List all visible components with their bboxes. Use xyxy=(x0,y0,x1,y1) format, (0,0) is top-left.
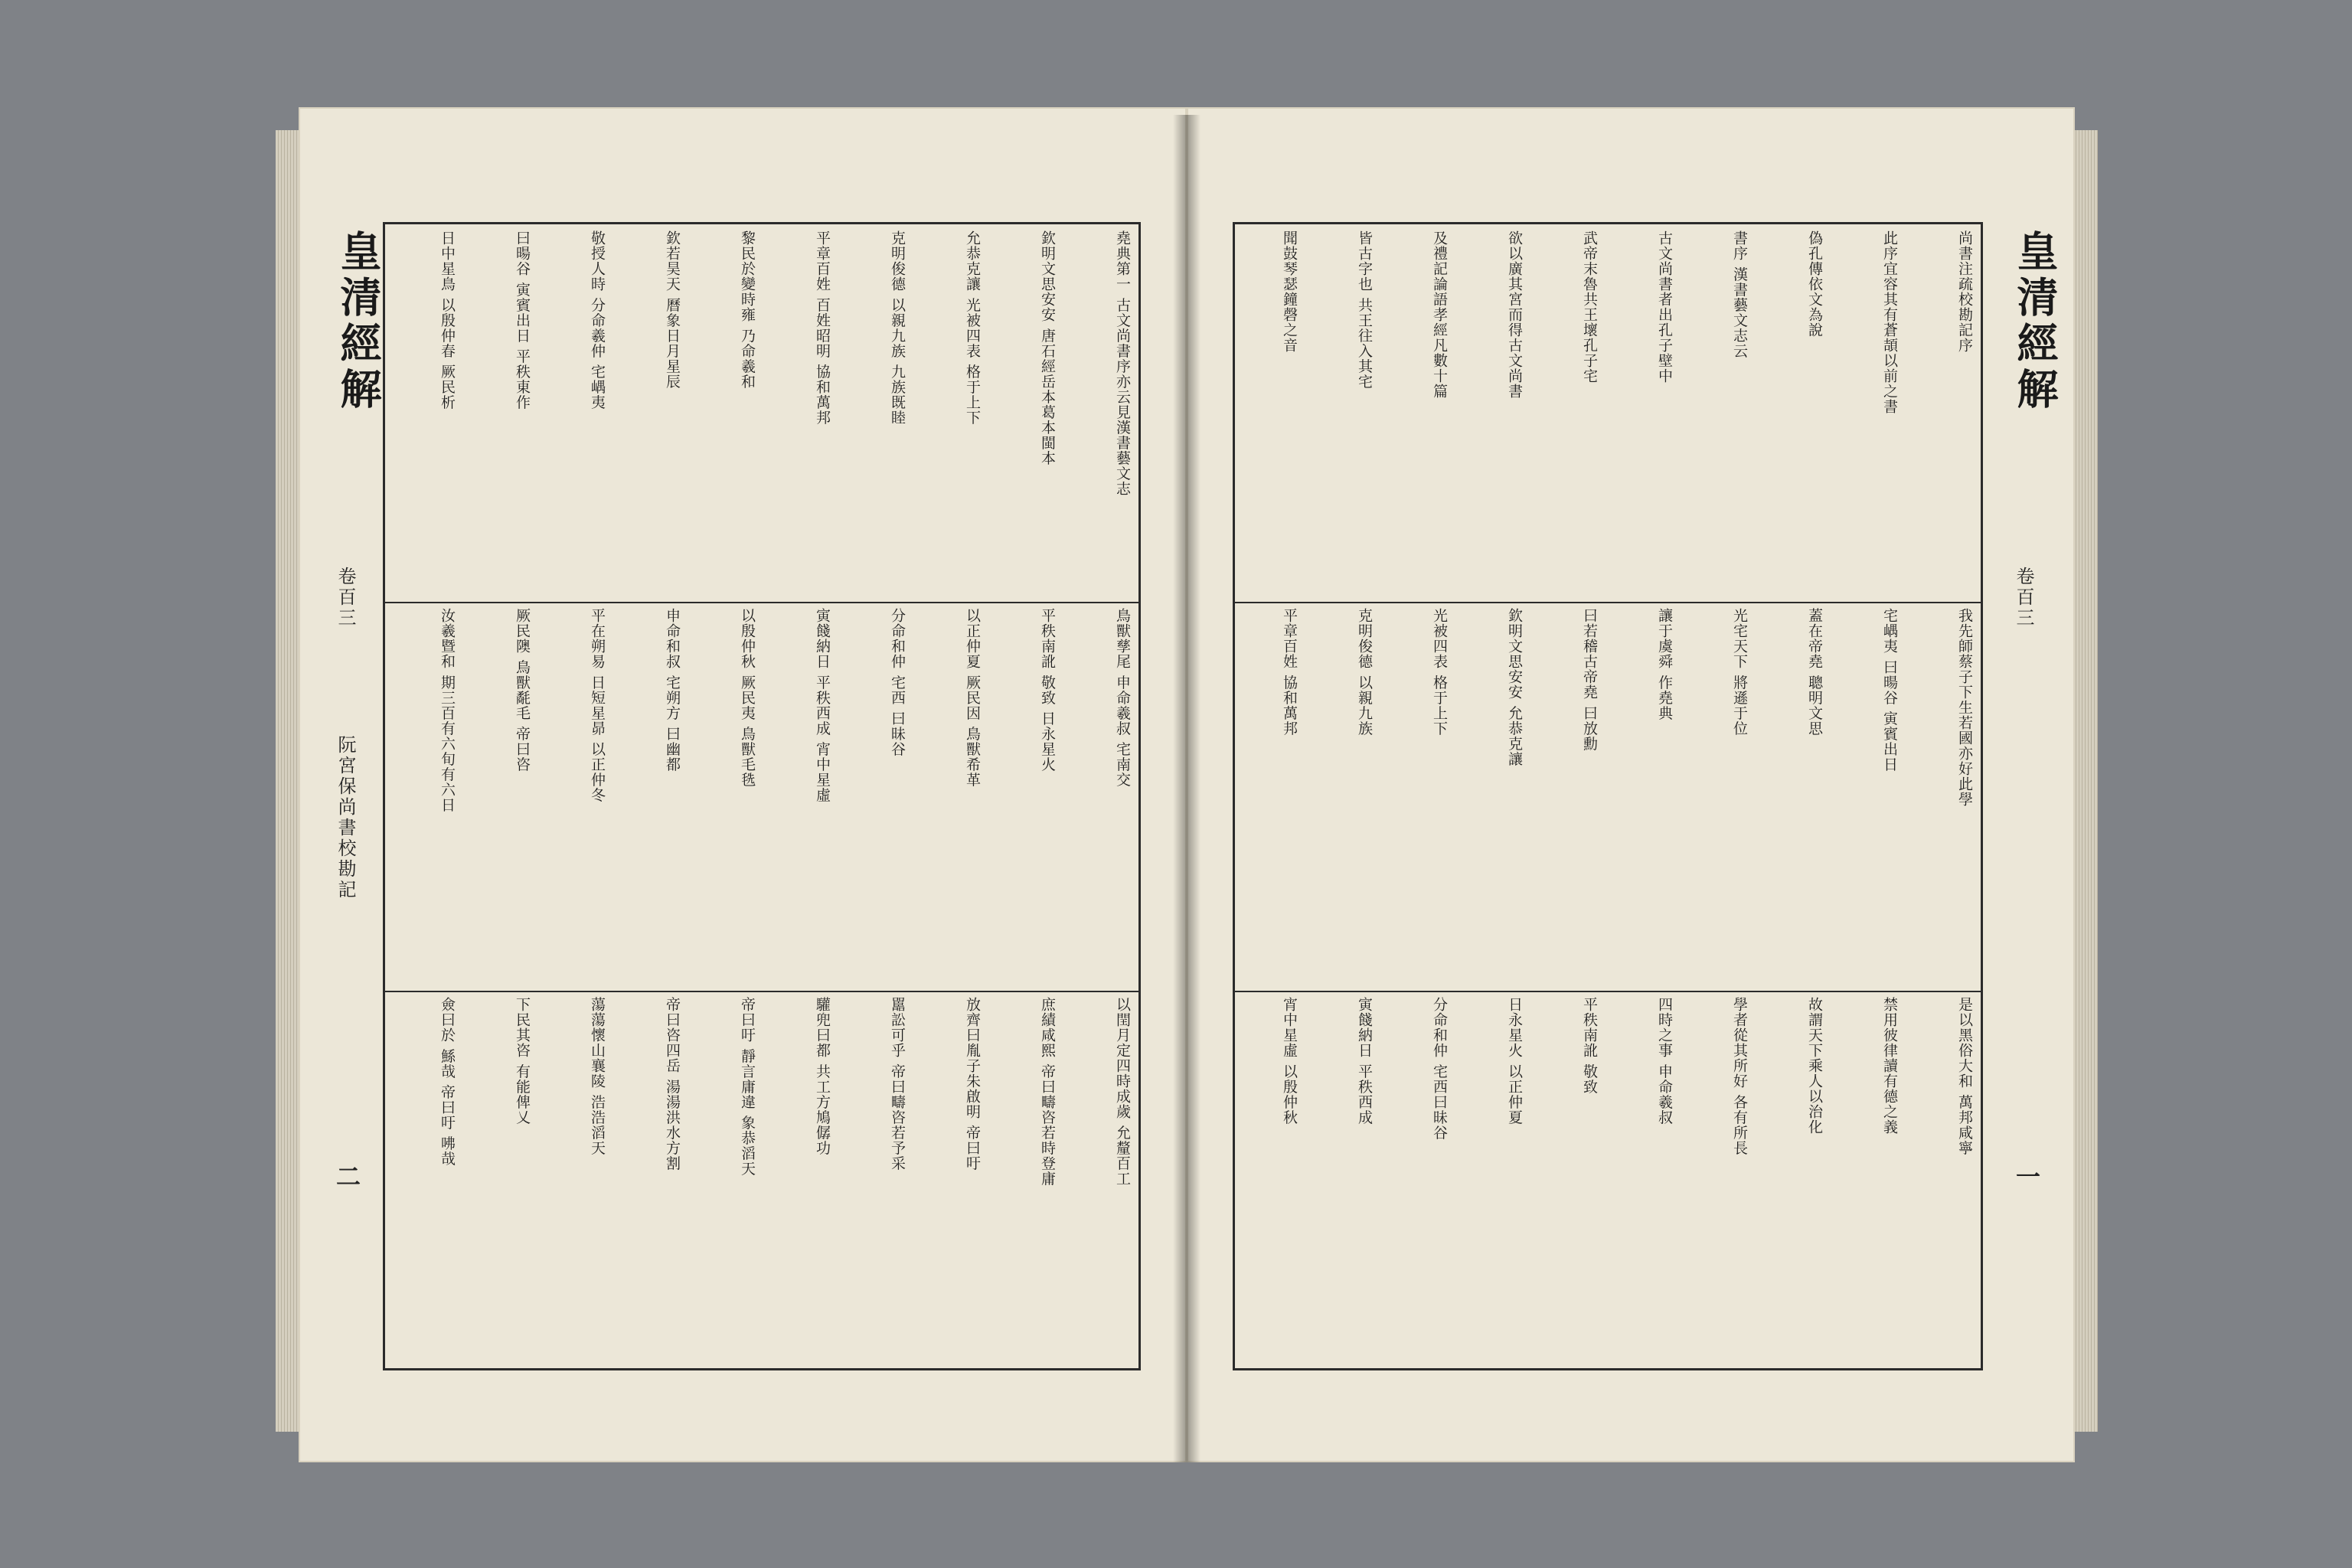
open-book xyxy=(276,84,2098,1508)
right-margin-title: 皇清經解 xyxy=(2011,230,2060,413)
text-column: 寅餞納日 平秩西成 宵中星虛 xyxy=(814,608,831,803)
text-column: 克明俊德 以親九族 九族既睦 xyxy=(889,230,906,426)
text-column: 及禮記論語孝經凡數十篇 xyxy=(1431,230,1448,399)
text-column: 是以黑俗大和 萬邦咸寧 xyxy=(1956,996,1973,1156)
text-column: 曰暘谷 寅賓出日 平秩東作 xyxy=(514,230,531,410)
text-column: 庶績咸熙 帝曰疇咨若時登庸 xyxy=(1039,996,1056,1187)
text-column: 我先師蔡子下生若國亦好此學 xyxy=(1956,608,1973,808)
text-column: 寅餞納日 平秩西成 xyxy=(1356,996,1373,1125)
right-band-3 xyxy=(1235,991,1981,1368)
text-column: 平秩南訛 敬致 日永星火 xyxy=(1039,608,1056,773)
text-column: 皆古字也 共王往入其宅 xyxy=(1356,230,1373,390)
text-column: 帝曰咨四岳 湯湯洪水方割 xyxy=(664,996,681,1171)
text-column: 故謂天下乘人以治化 xyxy=(1806,996,1823,1135)
text-column: 以正仲夏 厥民因 鳥獸希革 xyxy=(964,608,981,788)
text-column: 申命和叔 宅朔方 曰幽都 xyxy=(664,608,681,773)
text-column: 學者從其所好 各有所長 xyxy=(1731,996,1748,1156)
text-column: 僉曰於 鯀哉 帝曰吁 咈哉 xyxy=(439,996,456,1167)
left-band-1 xyxy=(385,224,1138,603)
left-page xyxy=(299,107,1187,1462)
right-page-number: 一 xyxy=(2012,1164,2041,1188)
text-column: 鳥獸孳尾 申命羲叔 宅南交 xyxy=(1114,608,1131,788)
text-column: 欲以廣其宮而得古文尚書 xyxy=(1506,230,1523,399)
left-band-2 xyxy=(385,602,1138,992)
text-column: 欽明文思安安 允恭克讓 xyxy=(1506,608,1523,767)
left-band-3 xyxy=(385,991,1138,1368)
text-column: 以閏月定四時成歲 允釐百工 xyxy=(1114,996,1131,1187)
text-column: 嚚訟可乎 帝曰疇咨若予采 xyxy=(889,996,906,1171)
text-column: 日中星鳥 以殷仲春 厥民析 xyxy=(439,230,456,410)
text-column: 黎民於變時雍 乃命羲和 xyxy=(739,230,756,390)
text-column: 放齊曰胤子朱啟明 帝曰吁 xyxy=(964,996,981,1171)
right-volume: 卷百三 xyxy=(2013,567,2034,629)
text-column: 敬授人時 分命羲仲 宅嵎夷 xyxy=(589,230,606,410)
right-page xyxy=(1187,107,2075,1462)
text-column: 帝曰吁 靜言庸違 象恭滔天 xyxy=(739,996,756,1177)
text-column: 禁用彼律讀有德之義 xyxy=(1881,996,1898,1135)
book-gutter xyxy=(1173,115,1200,1462)
text-column: 平在朔易 日短星昴 以正仲冬 xyxy=(589,608,606,803)
text-column: 汝羲暨和 期三百有六旬有六日 xyxy=(439,608,456,813)
text-column: 欽明文思安安 唐石經岳本葛本閩本 xyxy=(1039,230,1056,466)
left-margin-title: 皇清經解 xyxy=(334,230,383,413)
text-column: 此序宜容其有蒼頡以前之書 xyxy=(1881,230,1898,414)
text-column: 克明俊德 以親九族 xyxy=(1356,608,1373,737)
text-column: 堯典第一 古文尚書序亦云見漢書藝文志 xyxy=(1114,230,1131,497)
left-page-number: 二 xyxy=(332,1164,361,1188)
text-column: 宅嵎夷 曰暘谷 寅賓出日 xyxy=(1881,608,1898,773)
text-column: 平章百姓 百姓昭明 協和萬邦 xyxy=(814,230,831,426)
text-column: 光被四表 格于上下 xyxy=(1431,608,1448,737)
left-volume: 卷百三 xyxy=(335,567,356,629)
text-column: 驩兜曰都 共工方鳩僝功 xyxy=(814,996,831,1156)
text-column: 曰若稽古帝堯 曰放勳 xyxy=(1581,608,1598,752)
text-column: 光宅天下 將遜于位 xyxy=(1731,608,1748,737)
left-text-frame xyxy=(383,222,1141,1370)
text-column: 古文尚書者出孔子壁中 xyxy=(1656,230,1673,384)
text-column: 聞鼓琴瑟鐘磬之音 xyxy=(1281,230,1298,353)
text-column: 讓于虞舜 作堯典 xyxy=(1656,608,1673,721)
right-band-1 xyxy=(1235,224,1981,603)
text-column: 宵中星虛 以殷仲秋 xyxy=(1281,996,1298,1125)
text-column: 平秩南訛 敬致 xyxy=(1581,996,1598,1095)
text-column: 分命和仲 宅西曰昧谷 xyxy=(1431,996,1448,1141)
text-column: 蕩蕩懷山襄陵 浩浩滔天 xyxy=(589,996,606,1156)
text-column: 厥民隩 鳥獸氄毛 帝曰咨 xyxy=(514,608,531,773)
left-subtitle: 阮宮保尚書校勘記 xyxy=(335,735,356,900)
text-column: 四時之事 申命羲叔 xyxy=(1656,996,1673,1125)
text-column: 平章百姓 協和萬邦 xyxy=(1281,608,1298,737)
text-column: 下民其咨 有能俾乂 xyxy=(514,996,531,1125)
right-text-frame xyxy=(1233,222,1983,1370)
text-column: 以殷仲秋 厥民夷 鳥獸毛毨 xyxy=(739,608,756,788)
text-column: 欽若昊天 曆象日月星辰 xyxy=(664,230,681,390)
text-column: 分命和仲 宅西 曰昧谷 xyxy=(889,608,906,757)
text-column: 尚書注疏校勘記序 xyxy=(1956,230,1973,353)
text-column: 偽孔傳依文為說 xyxy=(1806,230,1823,338)
text-column: 允恭克讓 光被四表 格于上下 xyxy=(964,230,981,426)
text-column: 書序 漢書藝文志云 xyxy=(1731,230,1748,359)
text-column: 蓋在帝堯 聰明文思 xyxy=(1806,608,1823,737)
text-column: 武帝末魯共王壞孔子宅 xyxy=(1581,230,1598,384)
right-band-2 xyxy=(1235,602,1981,992)
text-column: 日永星火 以正仲夏 xyxy=(1506,996,1523,1125)
